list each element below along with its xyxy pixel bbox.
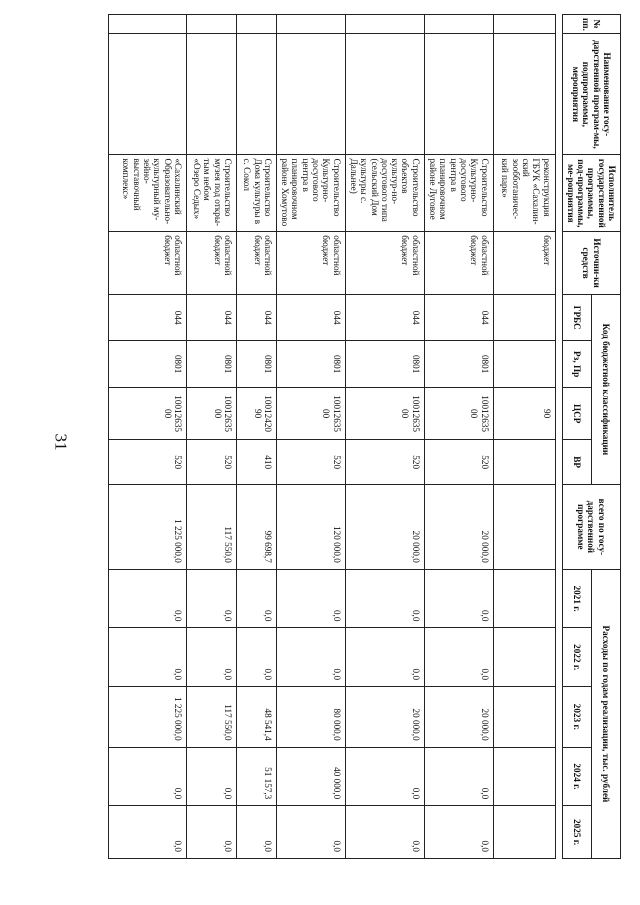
- cell-2023: 20 000,0: [424, 687, 493, 748]
- cell-2024: 0,0: [424, 747, 493, 806]
- budget-table: [108, 14, 621, 859]
- cell-csr: 10012635 00: [276, 387, 345, 440]
- cell-vr: 520: [276, 440, 345, 485]
- cell-2025: 0,0: [108, 806, 186, 859]
- header-total: всего по госу-дарственной программе: [562, 484, 620, 569]
- cell-2025: 0,0: [236, 806, 276, 859]
- cell-source: бюджет: [493, 232, 555, 295]
- cell-num: [108, 15, 186, 34]
- cell-2021: 0,0: [424, 569, 493, 628]
- cell-num: [236, 15, 276, 34]
- cell-source: областной бюджет: [424, 232, 493, 295]
- cell-csr: 10012635 00: [186, 387, 236, 440]
- cell-2022: 0,0: [108, 628, 186, 687]
- cell-2021: 0,0: [186, 569, 236, 628]
- header-2024: 2024 г.: [562, 747, 591, 806]
- table-row: [276, 15, 345, 859]
- header-expenses: Расходы по годам реализации, тыс. рублей: [591, 569, 620, 858]
- cell-csr: 10012635 00: [345, 387, 424, 440]
- cell-total: [493, 484, 555, 569]
- header-csr: ЦСР: [562, 387, 591, 440]
- cell-grbs: 044: [108, 294, 186, 340]
- cell-2024: 0,0: [108, 747, 186, 806]
- cell-name: [345, 34, 424, 155]
- cell-grbs: 044: [276, 294, 345, 340]
- header-budget-code: Код бюджетной классификации: [591, 294, 620, 484]
- header-name: Наименование госу-дарственной програм-мы, подпрограммы, мероприятия: [562, 34, 620, 155]
- cell-csr: 10012635 00: [108, 387, 186, 440]
- cell-grbs: [493, 294, 555, 340]
- cell-rzpr: [493, 341, 555, 387]
- cell-2021: 0,0: [236, 569, 276, 628]
- table-row: [493, 15, 555, 859]
- cell-total: 120 000,0: [276, 484, 345, 569]
- header-2021: 2021 г.: [562, 569, 591, 628]
- cell-executor: Строительство музея под откры-тым небом «Озеро Седых»: [186, 155, 236, 232]
- cell-rzpr: 0801: [424, 341, 493, 387]
- cell-vr: 520: [345, 440, 424, 485]
- header-2025: 2025 г.: [562, 806, 591, 859]
- header-2022: 2022 г.: [562, 628, 591, 687]
- table-row: [186, 15, 236, 859]
- cell-source: областной бюджет: [186, 232, 236, 295]
- cell-rzpr: 0801: [186, 341, 236, 387]
- cell-executor: реконструкция ГБУК «Сахалин-ский зообботаничес-кий парк»: [493, 155, 555, 232]
- cell-total: 20 000,0: [424, 484, 493, 569]
- cell-num: [276, 15, 345, 34]
- cell-2022: [493, 628, 555, 687]
- header-2023: 2023 г.: [562, 687, 591, 748]
- cell-2023: 48 541,4: [236, 687, 276, 748]
- cell-total: 1 225 000,0: [108, 484, 186, 569]
- cell-grbs: 044: [345, 294, 424, 340]
- cell-2022: 0,0: [424, 628, 493, 687]
- cell-source: областной бюджет: [108, 232, 186, 295]
- header-rzpr: Рз, Пр: [562, 341, 591, 387]
- cell-2022: 0,0: [276, 628, 345, 687]
- cell-name: [424, 34, 493, 155]
- cell-total: 99 698,7: [236, 484, 276, 569]
- cell-2021: 0,0: [345, 569, 424, 628]
- cell-source: областной бюджет: [236, 232, 276, 295]
- cell-2025: 0,0: [345, 806, 424, 859]
- cell-total: 20 000,0: [345, 484, 424, 569]
- cell-vr: 520: [108, 440, 186, 485]
- cell-2025: 0,0: [276, 806, 345, 859]
- cell-2024: [493, 747, 555, 806]
- cell-grbs: 044: [236, 294, 276, 340]
- cell-num: [186, 15, 236, 34]
- header-source: Источни-ки средств: [562, 232, 620, 295]
- cell-executor: Строительство Культурно-досугового центра в планировочном районе Хомутово: [276, 155, 345, 232]
- cell-name: [186, 34, 236, 155]
- cell-vr: 520: [186, 440, 236, 485]
- cell-name: [108, 34, 186, 155]
- table-gap: [555, 15, 562, 859]
- cell-rzpr: 0801: [236, 341, 276, 387]
- cell-name: [493, 34, 555, 155]
- cell-2023: 20 000,0: [345, 687, 424, 748]
- table-row: [236, 15, 276, 859]
- cell-csr: 10012420 90: [236, 387, 276, 440]
- cell-rzpr: 0801: [276, 341, 345, 387]
- cell-csr: 90: [493, 387, 555, 440]
- cell-2025: 0,0: [186, 806, 236, 859]
- cell-2025: 0,0: [424, 806, 493, 859]
- page-number: 31: [51, 433, 71, 451]
- cell-2023: 80 000,0: [276, 687, 345, 748]
- table-row: [424, 15, 493, 859]
- cell-2025: [493, 806, 555, 859]
- cell-2024: 51 157,3: [236, 747, 276, 806]
- cell-executor: Строительство Культурно-досугового центра в планировочном районе Луговое: [424, 155, 493, 232]
- cell-rzpr: 0801: [345, 341, 424, 387]
- cell-name: [236, 34, 276, 155]
- rotated-page-content: [121, 14, 621, 859]
- cell-grbs: 044: [186, 294, 236, 340]
- cell-2022: 0,0: [236, 628, 276, 687]
- cell-vr: 410: [236, 440, 276, 485]
- table-row: [108, 15, 186, 859]
- table-row: [345, 15, 424, 859]
- cell-2024: 40 000,0: [276, 747, 345, 806]
- header-vr: ВР: [562, 440, 591, 485]
- cell-rzpr: 0801: [108, 341, 186, 387]
- cell-2021: [493, 569, 555, 628]
- cell-source: областной бюджет: [345, 232, 424, 295]
- cell-2021: 0,0: [108, 569, 186, 628]
- cell-vr: 520: [424, 440, 493, 485]
- cell-2024: 0,0: [345, 747, 424, 806]
- cell-vr: [493, 440, 555, 485]
- cell-executor: Строительство объектов культур-но-досугового типа (сельский Дом культуры с. Дальнее): [345, 155, 424, 232]
- header-num: № пп.: [562, 15, 620, 34]
- cell-2021: 0,0: [276, 569, 345, 628]
- cell-2024: 0,0: [186, 747, 236, 806]
- cell-2023: [493, 687, 555, 748]
- cell-executor: «Сахалинский Образовательно-культурный му-зейно-выставочный комплекс»: [108, 155, 186, 232]
- cell-name: [276, 34, 345, 155]
- cell-2022: 0,0: [345, 628, 424, 687]
- cell-num: [493, 15, 555, 34]
- cell-2023: 1 225 000,0: [108, 687, 186, 748]
- header-executor: Исполнитель государственной программы, под-программы, ме-роприятия: [562, 155, 620, 232]
- header-grbs: ГРБС: [562, 294, 591, 340]
- cell-total: 117 550,0: [186, 484, 236, 569]
- cell-csr: 10012635 00: [424, 387, 493, 440]
- cell-executor: Строительство Дома культуры в с. Сокол: [236, 155, 276, 232]
- cell-2023: 117 550,0: [186, 687, 236, 748]
- cell-grbs: 044: [424, 294, 493, 340]
- cell-num: [424, 15, 493, 34]
- cell-2022: 0,0: [186, 628, 236, 687]
- cell-source: областной бюджет: [276, 232, 345, 295]
- cell-num: [345, 15, 424, 34]
